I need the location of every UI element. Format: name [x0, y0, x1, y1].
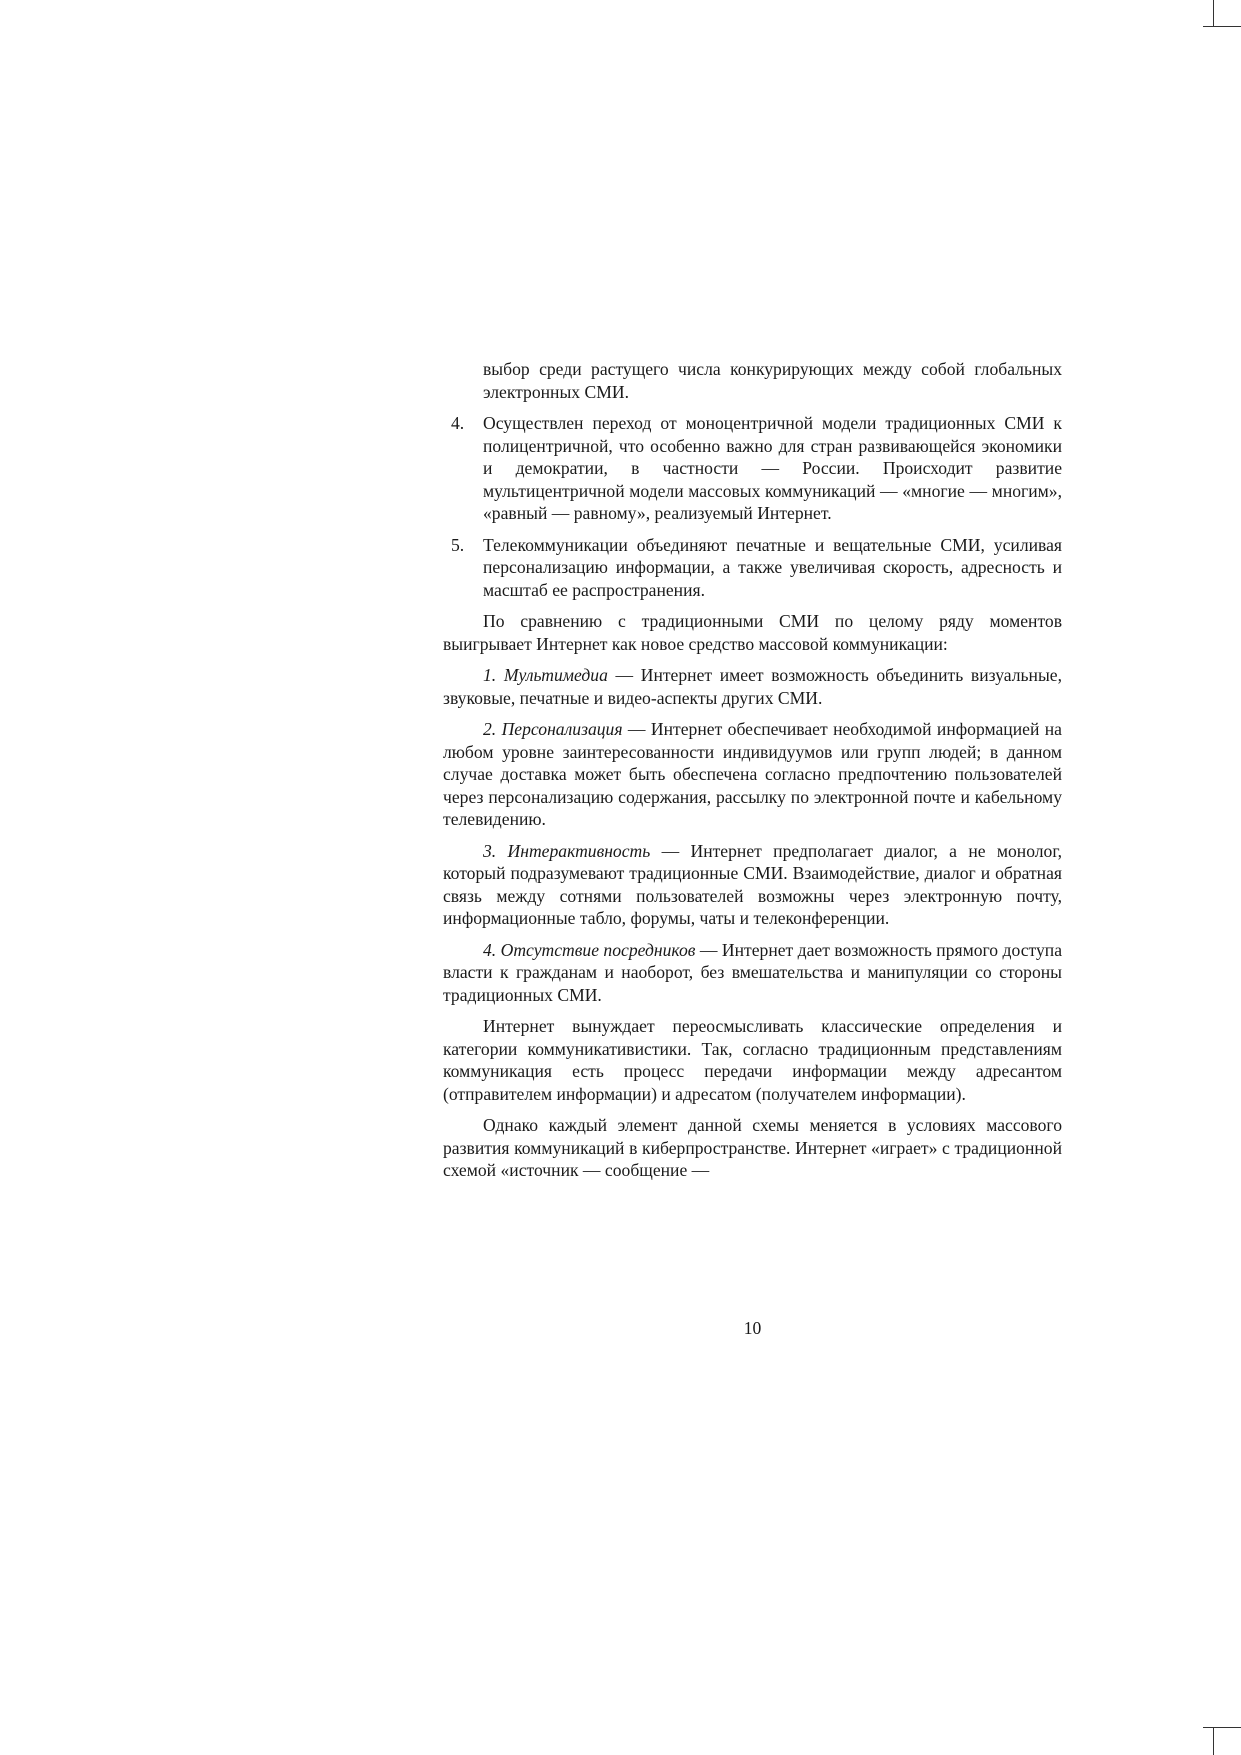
feature-term: 1. Мультимедиа [483, 665, 608, 685]
crop-mark-bottom-vertical [1213, 1727, 1214, 1755]
continuation-text: выбор среди растущего числа конкурирующих между собой глобальных электронных СМИ. [483, 359, 1062, 402]
feature-term: 2. Персонализация [483, 719, 623, 739]
feature-paragraph [443, 840, 1062, 930]
feature-text: — Интернет обеспечивает необходимой информацией на любом уровне заинтересованности индивидуумов или групп людей; в данном случае доставка может быть обеспечена согласно предпочтению пользователей через персонализацию содержания, рассылку по электронной почте и кабельному телевидению. [443, 719, 1062, 829]
feature-term: 3. Интерактивность [483, 840, 651, 861]
list-item-text: Осуществлен переход от моноцентричной модели традиционных СМИ к полицентричной, что особенно важно для стран развивающейся экономики и демократии, в частности — России. Происходит развитие мультицентричной модели массовых коммуникаций — «многие — многим», «равный — равному», реализуемый Интернет. [483, 413, 1062, 523]
feature-term: 4. Отсутствие посредников [483, 939, 696, 960]
list-item [443, 534, 1062, 602]
feature-paragraph [443, 939, 1062, 1007]
list-item-number: 4. [451, 413, 465, 433]
list-item-number: 5. [451, 534, 465, 555]
crop-mark-top-vertical [1213, 0, 1214, 26]
feature-paragraph [443, 664, 1062, 709]
body-paragraph: Интернет вынуждает переосмысливать классические определения и категории коммуникативистики. Так, согласно традиционным представлениям коммуникация есть процесс передачи информации между адресантом (отправителем информации) и адресатом (получателем информации). [443, 1016, 1062, 1104]
feature-text: — Интернет предполагает диалог, а не монолог, который подразумевают традиционные СМИ. Взаимодействие, диалог и обратная связь между сотнями пользователей возможны через электронную почту, информационные табло, форумы, чаты и телеконференции. [443, 840, 1062, 928]
crop-mark-top-horizontal [1203, 26, 1241, 27]
feature-text: — Интернет дает возможность прямого доступа власти к гражданам и наоборот, без вмешательства и манипуляции со стороны традиционных СМИ. [443, 939, 1063, 1005]
list-item [443, 412, 1062, 525]
page-number: 10 [743, 1318, 762, 1338]
intro-paragraph: По сравнению с традиционными СМИ по целому ряду моментов выигрывает Интернет как новое средство массовой коммуникации: [443, 611, 1062, 654]
body-paragraph: Однако каждый элемент данной схемы меняется в условиях массового развития коммуникаций в киберпространстве. Интернет «играет» с традиционной схемой «источник — сообщение — [443, 1115, 1062, 1180]
page-body [443, 358, 1062, 1191]
list-item-text: Телекоммуникации объединяют печатные и вещательные СМИ, усиливая персонализацию информации, а также увеличивая скорость, адресность и масштаб ее распространения. [483, 534, 1062, 600]
feature-paragraph [443, 718, 1062, 831]
feature-text: — Интернет имеет возможность объединить визуальные, звуковые, печатные и видео-аспекты других СМИ. [443, 665, 1062, 708]
crop-mark-bottom-horizontal [1203, 1727, 1241, 1728]
